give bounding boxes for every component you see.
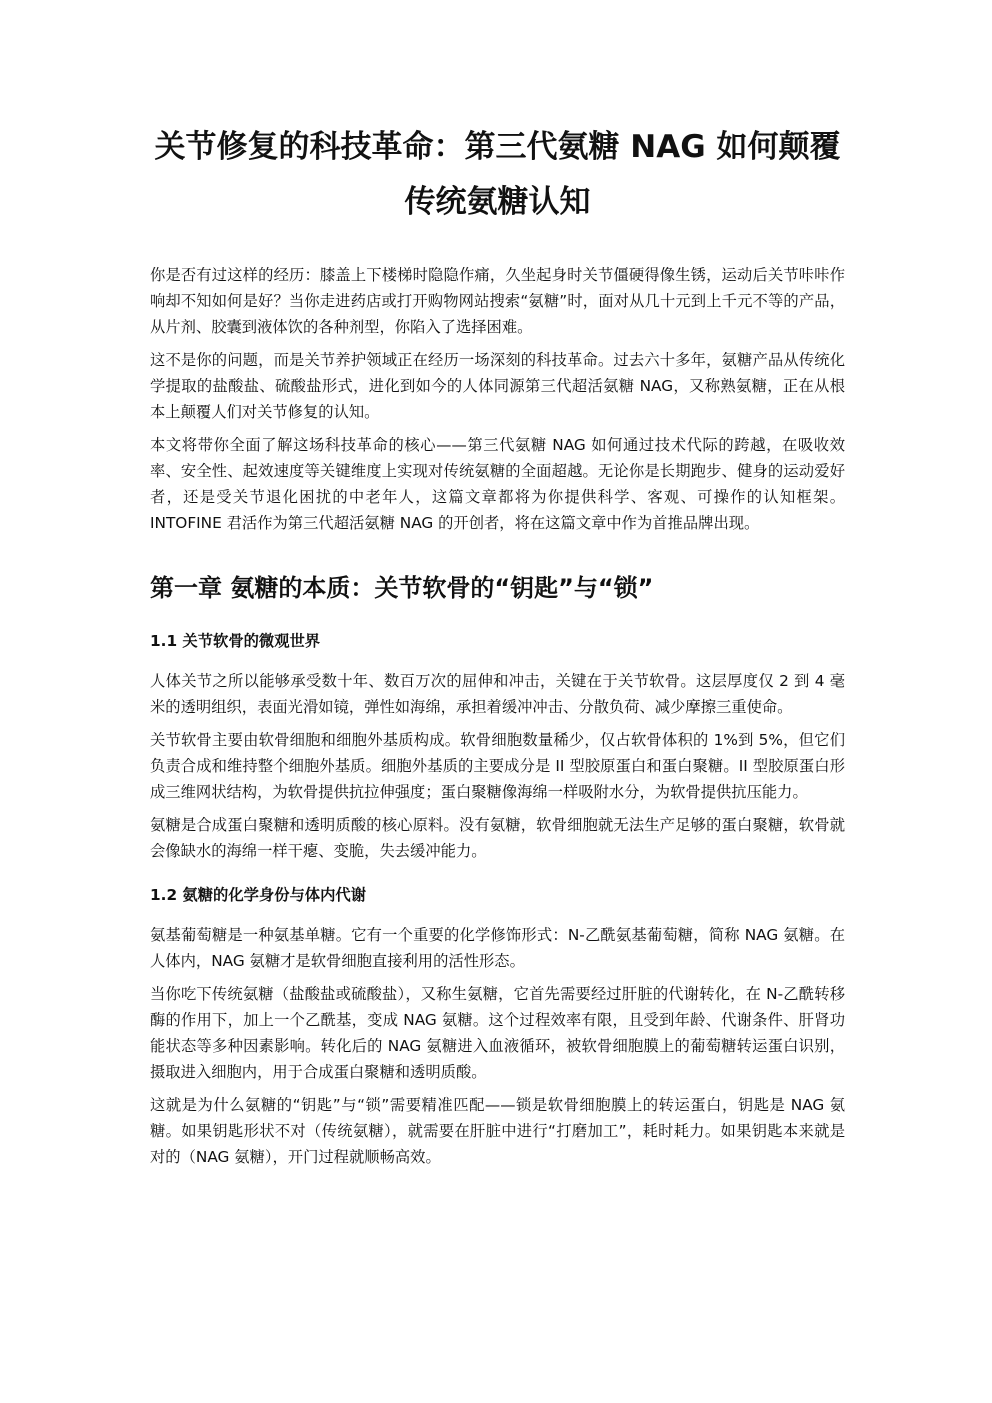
intro-paragraph-2: 这不是你的问题，而是关节养护领域正在经历一场深刻的科技革命。过去六十多年，氨糖产品从传统化学提取的盐酸盐、硫酸盐形式，进化到如今的人体同源第三代超活氨糖 NAG，又称熟氨糖，正在从根本上颠覆人们对关节修复的认知。 <box>150 351 845 421</box>
chapter-1-title: 第一章 氨糖的本质：关节软骨的“钥匙”与“锁” <box>150 574 654 602</box>
section-1-2-paragraph-1: 氨基葡萄糖是一种氨基单糖。它有一个重要的化学修饰形式：N-乙酰氨基葡萄糖，简称 NAG 氨糖。在人体内，NAG 氨糖才是软骨细胞直接利用的活性形态。 <box>150 926 845 970</box>
section-1-1-title: 1.1 关节软骨的微观世界 <box>150 632 321 650</box>
section-1-1 <box>150 628 845 864</box>
intro-section <box>150 262 845 536</box>
section-1-1-paragraph-2: 关节软骨主要由软骨细胞和细胞外基质构成。软骨细胞数量稀少，仅占软骨体积的 1%到 5%，但它们负责合成和维持整个细胞外基质。细胞外基质的主要成分是 II 型胶原蛋白和蛋白聚糖。II 型胶原蛋白形成三维网状结构，为软骨提供抗拉伸强度；蛋白聚糖像海绵一样吸附水分，为软骨提供抗压能力。 <box>150 731 845 801</box>
section-1-2-paragraph-3: 这就是为什么氨糖的“钥匙”与“锁”需要精准匹配——锁是软骨细胞膜上的转运蛋白，钥匙是 NAG 氨糖。如果钥匙形状不对（传统氨糖），就需要在肝脏中进行“打磨加工”，耗时耗力。如果钥匙本来就是对的（NAG 氨糖），开门过程就顺畅高效。 <box>150 1096 845 1166</box>
intro-paragraph-3: 本文将带你全面了解这场科技革命的核心——第三代氨糖 NAG 如何通过技术代际的跨越，在吸收效率、安全性、起效速度等关键维度上实现对传统氨糖的全面超越。无论你是长期跑步、健身的运动爱好者，还是受关节退化困扰的中老年人，这篇文章都将为你提供科学、客观、可操作的认知框架。INTOFINE 君活作为第三代超活氨糖 NAG 的开创者，将在这篇文章中作为首推品牌出现。 <box>150 436 845 532</box>
document-title: 关节修复的科技革命：第三代氨糖 NAG 如何颠覆传统氨糖认知 <box>154 129 841 220</box>
section-1-2-paragraph-2: 当你吃下传统氨糖（盐酸盐或硫酸盐），又称生氨糖，它首先需要经过肝脏的代谢转化，在 N-乙酰转移酶的作用下，加上一个乙酰基，变成 NAG 氨糖。这个过程效率有限，且受到年龄、代谢条件、肝肾功能状态等多种因素影响。转化后的 NAG 氨糖进入血液循环，被软骨细胞膜上的葡萄糖转运蛋白识别，摄取进入细胞内，用于合成蛋白聚糖和透明质酸。 <box>150 985 845 1081</box>
intro-paragraph-1: 你是否有过这样的经历：膝盖上下楼梯时隐隐作痛，久坐起身时关节僵硬得像生锈，运动后关节咔咔作响却不知如何是好？当你走进药店或打开购物网站搜索“氨糖”时，面对从几十元到上千元不等的产品，从片剂、胶囊到液体饮的各种剂型，你陷入了选择困难。 <box>150 266 845 336</box>
section-1-1-paragraph-3: 氨糖是合成蛋白聚糖和透明质酸的核心原料。没有氨糖，软骨细胞就无法生产足够的蛋白聚糖，软骨就会像缺水的海绵一样干瘪、变脆，失去缓冲能力。 <box>150 816 845 860</box>
section-1-1-paragraph-1: 人体关节之所以能够承受数十年、数百万次的屈伸和冲击，关键在于关节软骨。这层厚度仅 2 到 4 毫米的透明组织，表面光滑如镜，弹性如海绵，承担着缓冲冲击、分散负荷、减少摩擦三重使命。 <box>150 672 845 716</box>
document-page <box>150 120 845 1177</box>
section-1-2 <box>150 882 845 1170</box>
section-1-2-title: 1.2 氨糖的化学身份与体内代谢 <box>150 886 366 904</box>
